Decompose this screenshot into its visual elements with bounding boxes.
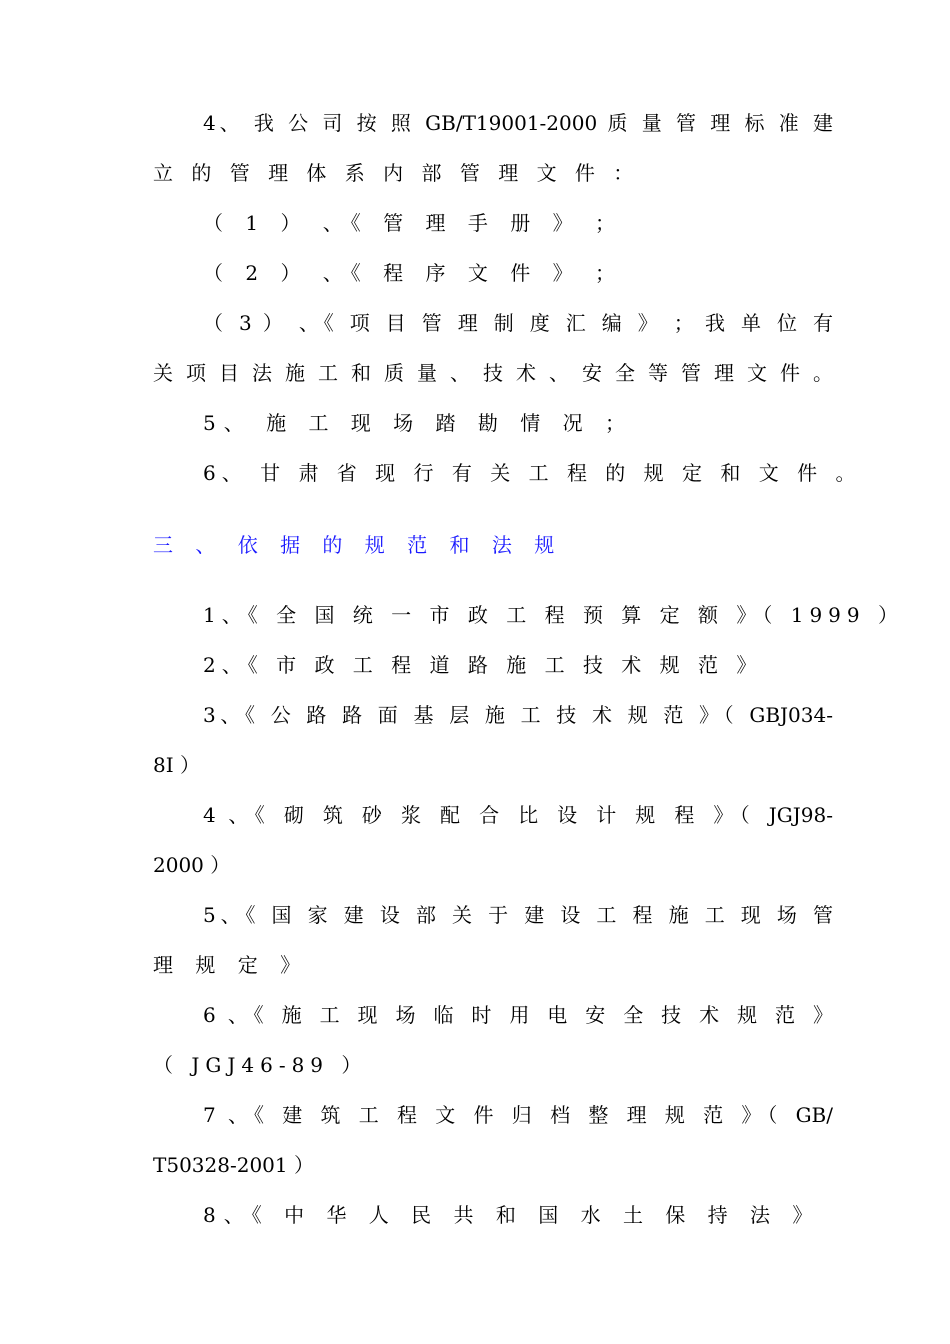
paragraph-line: 4、 我 公 司 按 照 GB/T19001-2000 质 量 管 理 标 准 建 [203,111,833,135]
section-heading: 三 、 依 据 的 规 范 和 法 规 [153,533,563,557]
reference-item-continuation: 8I ） [153,753,200,777]
reference-item: 5、《 国 家 建 设 部 关 于 建 设 工 程 施 工 现 场 管 [203,903,833,927]
paragraph-line: 关 项 目 法 施 工 和 质 量 、 技 术 、 安 全 等 管 理 文 件 。 [153,361,833,385]
list-item: 5、 施 工 现 场 踏 勘 情 况 ； [203,411,633,435]
reference-item-continuation: T50328-2001 ） [153,1153,314,1177]
reference-item-continuation: （ JGJ46-89 ） [153,1053,368,1077]
reference-item: 6 、《 施 工 现 场 临 时 用 电 安 全 技 术 规 范 》 [203,1003,833,1027]
reference-item: 3、《 公 路 路 面 基 层 施 工 技 术 规 范 》（ GBJ034- [203,703,833,727]
reference-item-continuation: 理 规 定 》 [153,953,309,977]
list-item: （ 1 ） 、《 管 理 手 册 》 ； [203,211,623,235]
reference-item-continuation: 2000 ） [153,853,231,877]
list-item: （ 2 ） 、《 程 序 文 件 》 ； [203,261,623,285]
list-item: 6、 甘 肃 省 现 行 有 关 工 程 的 规 定 和 文 件 。 [203,461,862,485]
reference-item: 8、《 中 华 人 民 共 和 国 水 土 保 持 法 》 [203,1203,821,1227]
reference-item: 2、《 市 政 工 程 道 路 施 工 技 术 规 范 》 [203,653,763,677]
paragraph-line: 立 的 管 理 体 系 内 部 管 理 文 件 ： [153,161,640,185]
reference-item: 1、《 全 国 统 一 市 政 工 程 预 算 定 额 》（ 1999 ） [203,603,904,627]
reference-item: 4 、《 砌 筑 砂 浆 配 合 比 设 计 规 程 》（ JGJ98- [203,803,833,827]
list-item: （ 3 ） 、《 项 目 管 理 制 度 汇 编 》 ； 我 单 位 有 [203,311,833,335]
reference-item: 7 、《 建 筑 工 程 文 件 归 档 整 理 规 范 》（ GB/ [203,1103,833,1127]
